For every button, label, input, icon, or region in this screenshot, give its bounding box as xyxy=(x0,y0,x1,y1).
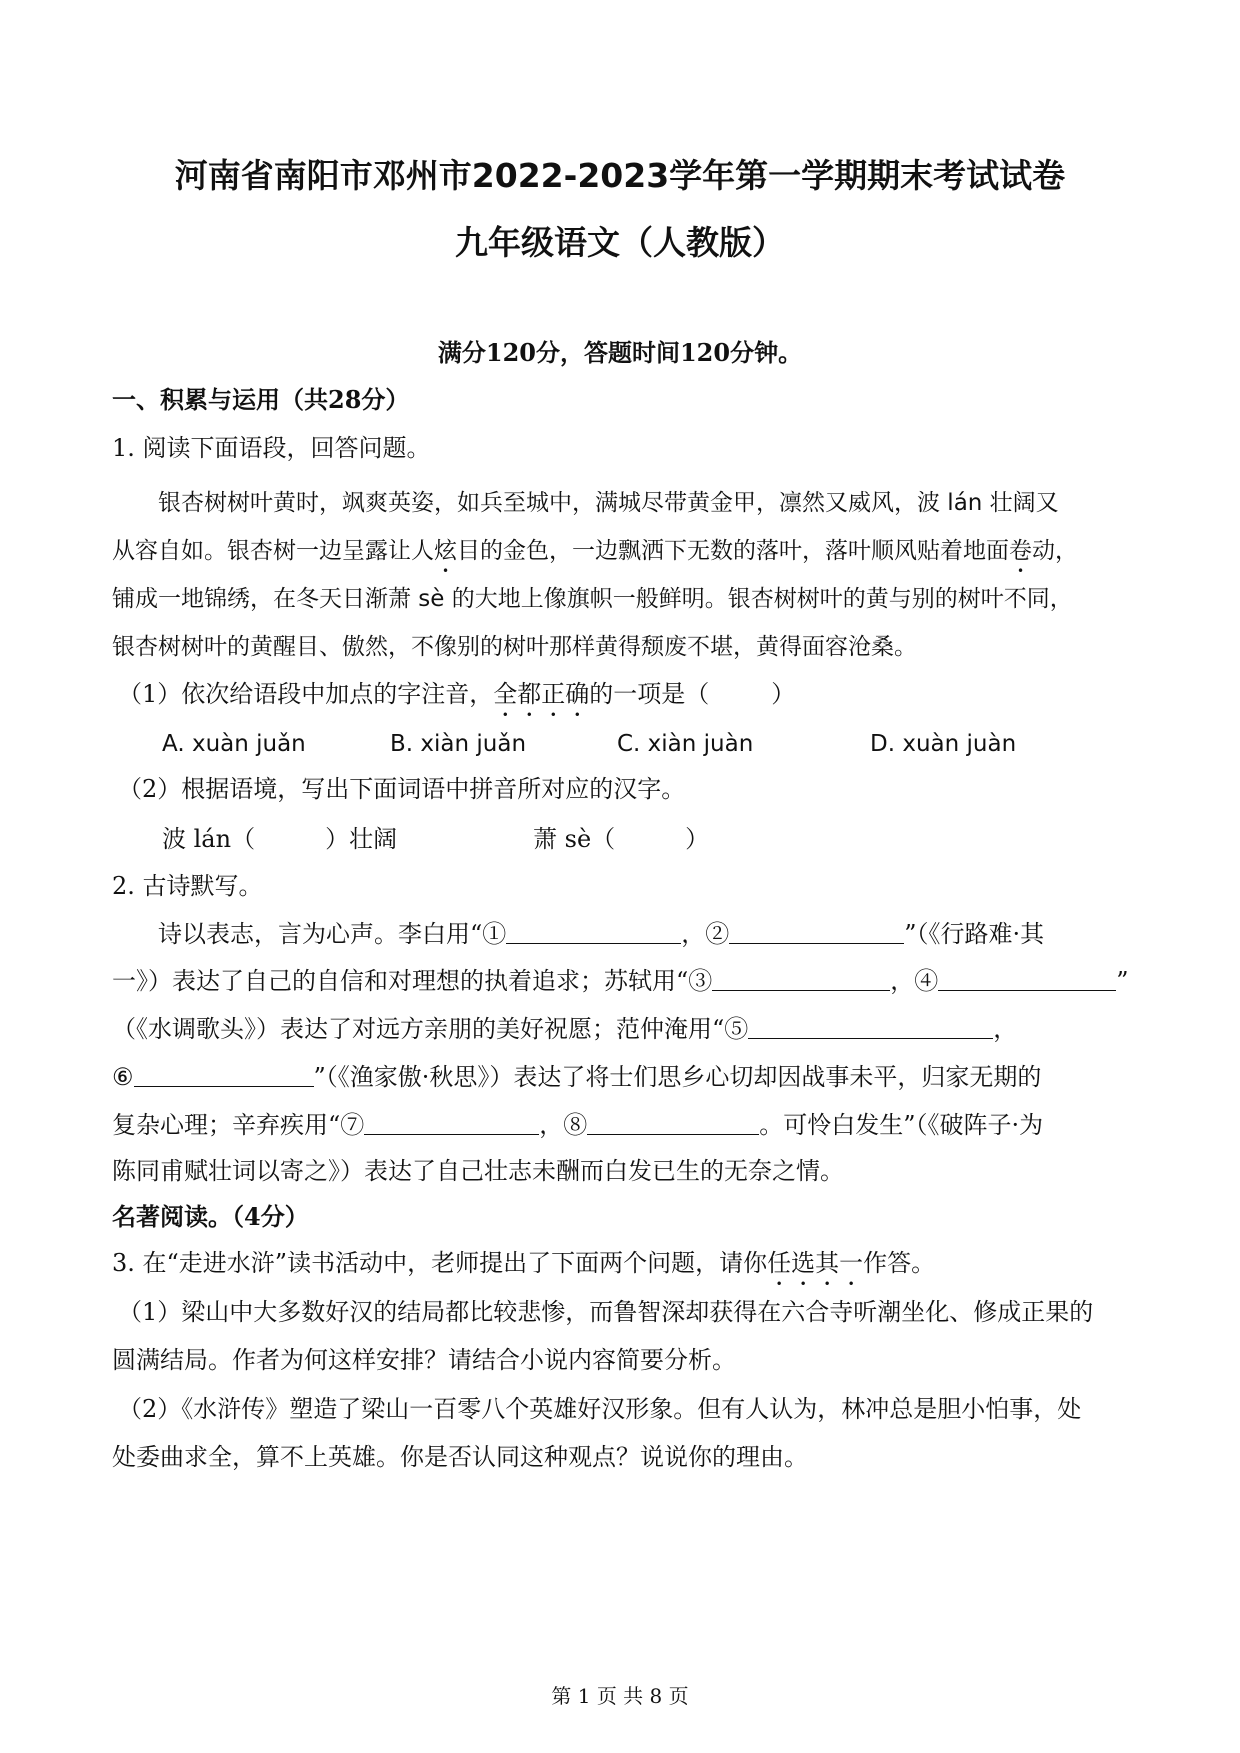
q2-line1 xyxy=(158,917,1044,950)
score-note: 满分120分，答题时间120分钟。 xyxy=(437,338,803,367)
q2-prompt: 2. 古诗默写。 xyxy=(112,872,263,900)
q2-l4a: ⑥ xyxy=(112,1063,134,1091)
q1-sub2: （2）根据语境，写出下面词语中拼音所对应的汉字。 xyxy=(118,775,686,803)
q1-prompt: 1. 阅读下面语段，回答问题。 xyxy=(112,434,431,462)
q2-l2a: 一》）表达了自己的自信和对理想的执着追求；苏轼用“③ xyxy=(112,967,713,995)
option-a[interactable]: A. xuàn juǎn xyxy=(162,731,306,757)
q2-l2b: ，④ xyxy=(890,967,939,995)
option-d[interactable]: D. xuàn juàn xyxy=(870,731,1017,757)
dotted-char-xuan: 炫 xyxy=(434,538,457,564)
exam-title-line1: 河南省南阳市邓州市2022-2023学年第一学期期末考试试卷 xyxy=(174,156,1066,195)
q2-line2 xyxy=(112,964,1129,997)
q2-line4 xyxy=(112,1060,1041,1093)
q2-line3 xyxy=(112,1012,1017,1045)
q2-line6: 陈同甫赋壮词以寄之》）表达了自己壮志未酬而白发已生的无奈之情。 xyxy=(112,1157,844,1185)
q1-sub1-emphasis: 全都正确 xyxy=(493,680,590,708)
item1-prefix: 波 lán（ xyxy=(162,825,256,853)
passage-line3: 铺成一地锦绣，在冬天日渐萧 sè 的大地上像旗帜一般鲜明。银杏树树叶的黄与别的树叶不同， xyxy=(112,586,1073,612)
q2-line5 xyxy=(112,1108,1043,1141)
q3-prompt-a: 3. 在“走进水浒”读书活动中，老师提出了下面两个问题，请你 xyxy=(112,1249,768,1277)
q1-sub1 xyxy=(118,678,795,722)
q1-sub2-item1 xyxy=(162,823,397,855)
blank-6[interactable] xyxy=(134,1060,314,1087)
dotted-char-juan: 卷 xyxy=(1009,538,1032,564)
q3-sub2-line1: （2）《水浒传》塑造了梁山一百零八个英雄好汉形象。但有人认为，林冲总是胆小怕事，处 xyxy=(118,1395,1082,1423)
q1-sub1-text-a: （1）依次给语段中加点的字注音， xyxy=(118,680,494,708)
q3-sub1-line1: （1）梁山中大多数好汉的结局都比较悲惨，而鲁智深却获得在六合寺听潮坐化、修成正果的 xyxy=(118,1298,1094,1326)
section1-heading: 一、积累与运用（共28分） xyxy=(112,385,410,414)
passage-line1: 银杏树树叶黄时，飒爽英姿，如兵至城中，满城尽带黄金甲，凛然又威风，波 lán 壮阔又 xyxy=(158,490,1059,516)
blank-5[interactable] xyxy=(748,1012,993,1039)
passage-line2-b: 目的金色，一边飘洒下无数的落叶，落叶顺风贴着地面 xyxy=(457,538,1009,564)
blank-4[interactable] xyxy=(938,964,1116,991)
q2-l5b: ，⑧ xyxy=(539,1111,588,1139)
q2-l1a: 诗以表志，言为心声。李白用“① xyxy=(158,920,507,948)
blank-7[interactable] xyxy=(364,1108,539,1135)
q3-prompt-b: 作答。 xyxy=(863,1249,936,1277)
q1-sub2-item2 xyxy=(533,823,709,855)
item2-prefix: 萧 sè（ xyxy=(533,825,616,853)
exam-title-line2: 九年级语文（人教版） xyxy=(455,223,785,262)
blank-2[interactable] xyxy=(729,917,904,944)
q2-l5c: 。可怜白发生”（《破阵子·为 xyxy=(759,1111,1044,1139)
q2-l1b: ，② xyxy=(681,920,730,948)
q2-l3b: ， xyxy=(993,1015,1018,1043)
page-number: 第 1 页 共 8 页 xyxy=(551,1684,689,1708)
blank-1[interactable] xyxy=(506,917,681,944)
passage-line2-a: 从容自如。银杏树一边呈露让人 xyxy=(112,538,434,564)
q3-sub2-line2: 处委曲求全，算不上英雄。你是否认同这种观点？说说你的理由。 xyxy=(112,1443,808,1471)
q3-emphasis: 任选其一 xyxy=(767,1249,864,1277)
q1-sub1-text-b: 的一项是（ xyxy=(589,680,710,708)
item2-suffix: ） xyxy=(685,825,710,853)
q3-sub1-line2: 圆满结局。作者为何这样安排？请结合小说内容简要分析。 xyxy=(112,1346,736,1374)
passage-line4: 银杏树树叶的黄醒目、傲然，不像别的树叶那样黄得颓废不堪，黄得面容沧桑。 xyxy=(112,634,917,660)
passage-line2 xyxy=(112,535,1078,578)
q1-sub1-text-c: ） xyxy=(771,680,796,708)
passage-line2-c: 动， xyxy=(1032,538,1078,564)
option-b[interactable]: B. xiàn juǎn xyxy=(390,731,527,757)
q3-prompt xyxy=(112,1247,935,1291)
q2-l2c: ” xyxy=(1116,967,1129,995)
item1-suffix: ）壮阔 xyxy=(325,825,398,853)
blank-3[interactable] xyxy=(712,964,890,991)
q2-l3a: （《水调歌头》）表达了对远方亲朋的美好祝愿；范仲淹用“⑤ xyxy=(112,1015,749,1043)
q2-l4b: ”（《渔家傲·秋思》）表达了将士们思乡心切却因战事未平，归家无期的 xyxy=(313,1063,1042,1091)
option-c[interactable]: C. xiàn juàn xyxy=(617,731,754,757)
section2-heading: 名著阅读。（4分） xyxy=(112,1202,309,1231)
q2-l1c: ”（《行路难·其 xyxy=(904,920,1045,948)
blank-8[interactable] xyxy=(587,1108,759,1135)
q2-l5a: 复杂心理；辛弃疾用“⑦ xyxy=(112,1111,365,1139)
